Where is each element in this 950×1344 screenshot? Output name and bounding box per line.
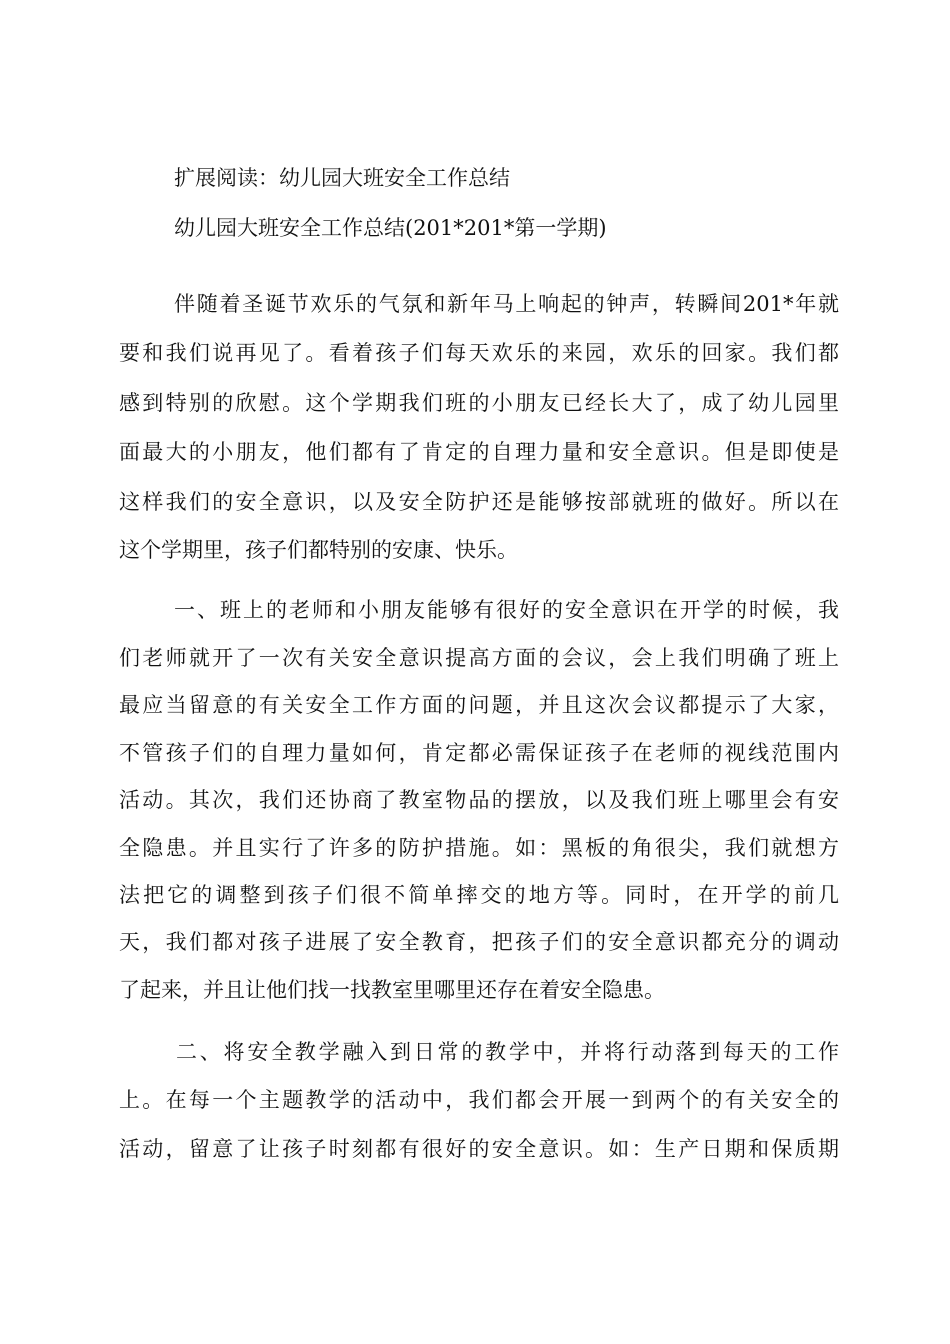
document-title: 幼儿园大班安全工作总结(201*201*第一学期) — [174, 216, 607, 240]
paragraph-2-line-8: 天，我们都对孩子进展了安全教育，把孩子们的安全意识都充分的调动 — [119, 930, 839, 954]
extended-reading-heading: 扩展阅读：幼儿园大班安全工作总结 — [174, 166, 510, 190]
paragraph-2-line-3: 最应当留意的有关安全工作方面的问题，并且这次会议都提示了大家， — [119, 693, 839, 717]
paragraph-1-line-2: 要和我们说再见了。看着孩子们每天欢乐的来园，欢乐的回家。我们都 — [119, 341, 839, 365]
paragraph-1-line-3: 感到特别的欣慰。这个学期我们班的小朋友已经长大了，成了幼儿园里 — [119, 391, 839, 415]
paragraph-3-line-1: 二、将安全教学融入到日常的教学中，并将行动落到每天的工作 — [176, 1040, 839, 1064]
paragraph-1-line-1: 伴随着圣诞节欢乐的气氛和新年马上响起的钟声，转瞬间201*年就 — [174, 292, 839, 316]
paragraph-2-line-1: 一、班上的老师和小朋友能够有很好的安全意识在开学的时候，我 — [174, 598, 839, 622]
paragraph-2-line-4: 不管孩子们的自理力量如何，肯定都必需保证孩子在老师的视线范围内 — [119, 741, 839, 765]
paragraph-1-line-5: 这样我们的安全意识，以及安全防护还是能够按部就班的做好。所以在 — [119, 490, 839, 514]
paragraph-2-line-2: 们老师就开了一次有关安全意识提高方面的会议，会上我们明确了班上 — [119, 646, 839, 670]
paragraph-3-line-2: 上。在每一个主题教学的活动中，我们都会开展一到两个的有关安全的 — [119, 1088, 839, 1112]
paragraph-2-line-9: 了起来，并且让他们找一找教室里哪里还存在着安全隐患。 — [119, 978, 665, 1002]
paragraph-2-line-7: 法把它的调整到孩子们很不简单摔交的地方等。同时，在开学的前几 — [119, 883, 839, 907]
paragraph-3-line-3: 活动，留意了让孩子时刻都有很好的安全意识。如：生产日期和保质期 — [119, 1137, 839, 1161]
paragraph-1-line-4: 面最大的小朋友，他们都有了肯定的自理力量和安全意识。但是即使是 — [119, 440, 839, 464]
paragraph-2-line-5: 活动。其次，我们还协商了教室物品的摆放，以及我们班上哪里会有安 — [119, 788, 839, 812]
paragraph-2-line-6: 全隐患。并且实行了许多的防护措施。如：黑板的角很尖，我们就想方 — [119, 836, 839, 860]
paragraph-1-line-6: 这个学期里，孩子们都特别的安康、快乐。 — [119, 538, 518, 562]
